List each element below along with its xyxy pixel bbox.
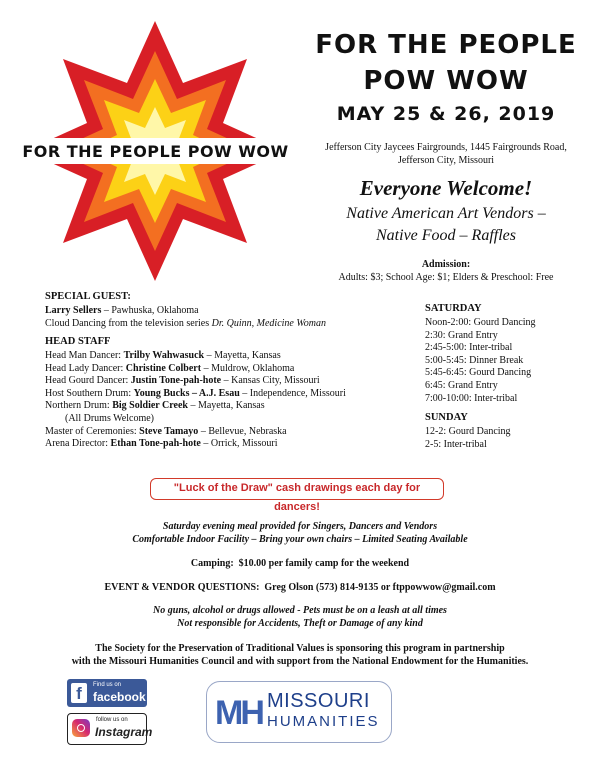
- tagline-line1: Native American Art Vendors –: [346, 205, 546, 222]
- staff-role: Head Man Dancer:: [45, 350, 124, 361]
- camping-info: [20, 558, 580, 569]
- facebook-small-text: Find us on: [93, 682, 122, 688]
- staff-location: – Muldrow, Oklahoma: [201, 362, 295, 374]
- sponsor-line1: The Society for the Preservation of Traditional Values is sponsoring this program in partnership: [95, 643, 505, 654]
- staff-name: Young Bucks – A.J. Esau: [133, 387, 240, 399]
- schedule-item: 2-5: Inter-tribal: [425, 438, 487, 450]
- camping-value: $10.00 per family camp for the weekend: [238, 558, 410, 569]
- rules-line2: Not responsible for Accidents, Theft or Damage of any kind: [177, 618, 423, 629]
- sunday-heading: SUNDAY: [425, 412, 468, 423]
- luck-of-draw-banner: "Luck of the Draw" cash drawings each day for dancers!: [150, 478, 444, 500]
- mh-line1: MISSOURI: [267, 690, 370, 712]
- admission-label: Admission:: [421, 259, 471, 270]
- schedule-item: 6:45: Grand Entry: [425, 379, 498, 391]
- staff-name: Christine Colbert: [125, 362, 202, 374]
- staff-location: – Bellevue, Nebraska: [198, 425, 287, 437]
- venue-line1: Jefferson City Jaycees Fairgrounds, 1445 Fairgrounds Road,: [325, 142, 567, 153]
- mh-monogram: MH: [215, 694, 262, 732]
- special-guest-desc: [45, 318, 326, 329]
- staff-location: – Orrick, Missouri: [200, 438, 278, 450]
- venue-line2: Jefferson City, Missouri: [397, 155, 495, 166]
- staff-role: Head Lady Dancer:: [45, 362, 126, 374]
- facebook-badge[interactable]: [67, 679, 147, 707]
- mh-line2: HUMANITIES: [267, 713, 380, 730]
- guest-show: Dr. Quinn, Medicine Woman: [211, 318, 326, 329]
- staff-note: (All Drums Welcome): [65, 412, 154, 424]
- staff-role: Master of Ceremonies:: [45, 425, 140, 437]
- instagram-name: Instagram: [95, 725, 153, 739]
- staff-row-note: [45, 413, 346, 426]
- staff-row: [45, 350, 346, 363]
- facebook-icon: f: [71, 683, 87, 703]
- staff-name: Trilby Wahwasuck: [123, 350, 205, 361]
- staff-row: [45, 375, 346, 388]
- staff-name: Ethan Tone-pah-hote: [110, 438, 201, 450]
- saturday-heading: SATURDAY: [425, 303, 482, 314]
- staff-role: Arena Director:: [45, 438, 111, 450]
- facility-notice: Comfortable Indoor Facility – Bring your own chairs – Limited Seating Available: [132, 534, 468, 545]
- rules-line1: No guns, alcohol or drugs allowed - Pets must be on a leash at all times: [153, 605, 447, 616]
- instagram-small-text: follow us on: [96, 717, 128, 723]
- staff-role: Head Gourd Dancer:: [45, 375, 131, 387]
- staff-row: [45, 363, 346, 376]
- logo-text: FOR THE PEOPLE POW WOW: [22, 142, 289, 161]
- schedule-item: 2:30: Grand Entry: [425, 329, 498, 341]
- guest-name: Larry Sellers: [45, 305, 102, 316]
- questions-label: EVENT & VENDOR QUESTIONS:: [104, 582, 260, 593]
- special-guest-heading: SPECIAL GUEST:: [45, 291, 131, 302]
- staff-row: [45, 426, 346, 439]
- head-staff-list: [45, 350, 346, 451]
- schedule-item: 12-2: Gourd Dancing: [425, 426, 511, 437]
- instagram-badge[interactable]: [67, 713, 153, 745]
- staff-location: – Kansas City, Missouri: [221, 375, 320, 387]
- staff-name: Steve Tamayo: [139, 425, 199, 437]
- event-title-line2: POW WOW: [363, 66, 529, 96]
- staff-location: – Mayetta, Kansas: [187, 400, 265, 412]
- sponsor-line2: with the Missouri Humanities Council and with support from the National Endowment for the Humanities.: [71, 656, 529, 667]
- questions-info: [20, 582, 580, 593]
- sunday-schedule: [425, 426, 511, 451]
- saturday-schedule: [425, 317, 536, 405]
- staff-role: Host Southern Drum:: [45, 387, 134, 399]
- meal-notice: Saturday evening meal provided for Singers, Dancers and Vendors: [162, 521, 438, 532]
- event-title-line1: FOR THE PEOPLE: [315, 30, 577, 60]
- staff-row: [45, 400, 346, 413]
- facebook-name: facebook: [93, 690, 146, 704]
- guest-desc-prefix: Cloud Dancing from the television series: [45, 318, 212, 329]
- head-staff-heading: HEAD STAFF: [45, 336, 111, 347]
- camping-label: Camping:: [190, 558, 234, 569]
- staff-name: Big Soldier Creek: [112, 400, 188, 412]
- tagline-line2: Native Food – Raffles: [376, 227, 516, 244]
- staff-role: Northern Drum:: [45, 400, 113, 412]
- schedule-item: 2:45-5:00: Inter-tribal: [425, 342, 513, 354]
- guest-location: – Pawhuska, Oklahoma: [101, 305, 199, 316]
- welcome-heading: Everyone Welcome!: [359, 176, 533, 200]
- schedule-item: 7:00-10:00: Inter-tribal: [425, 392, 518, 404]
- questions-contact: Greg Olson (573) 814-9135 or ftppowwow@gmail.com: [264, 582, 496, 593]
- staff-location: – Independence, Missouri: [239, 387, 346, 399]
- staff-row: [45, 438, 346, 451]
- schedule-item: Noon-2:00: Gourd Dancing: [425, 317, 536, 328]
- staff-location: – Mayetta, Kansas: [204, 350, 281, 361]
- admission-prices: Adults: $3; School Age: $1; Elders & Preschool: Free: [338, 272, 554, 283]
- pow-wow-logo: [18, 14, 293, 289]
- schedule-item: 5:45-6:45: Gourd Dancing: [425, 367, 532, 379]
- event-dates: MAY 25 & 26, 2019: [336, 103, 556, 125]
- schedule-item: 5:00-5:45: Dinner Break: [425, 354, 524, 366]
- staff-name: Justin Tone-pah-hote: [130, 375, 222, 387]
- instagram-icon: [72, 719, 90, 737]
- missouri-humanities-logo: [206, 681, 392, 743]
- special-guest-line: [45, 305, 199, 316]
- staff-row: [45, 388, 346, 401]
